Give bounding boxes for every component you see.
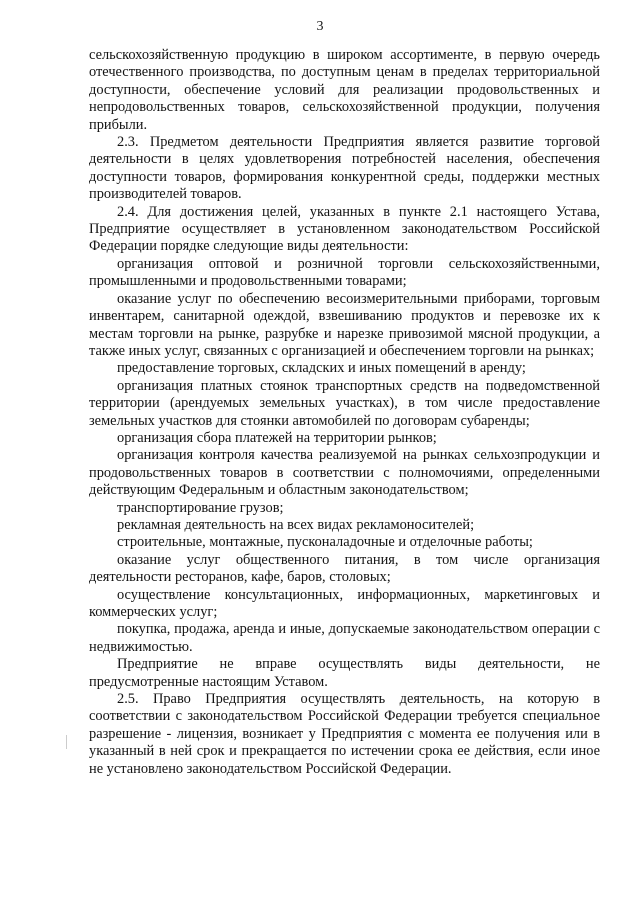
scan-artifact — [66, 735, 67, 749]
activity-item-transport: транспортирование грузов; — [117, 499, 284, 516]
activity-item-advertising: рекламная деятельность на всех видах рекламоносителей; — [117, 516, 475, 533]
activity-item-payments: организация сбора платежей на территории рынков; — [117, 429, 437, 446]
activity-item-wholesale-retail: организация оптовой и розничной торговли сельскохозяйственными, промышленными и продовольственными товарами; — [89, 255, 600, 290]
paragraph-2-5: 2.5. Право Предприятия осуществлять деятельность, на которую в соответствии с законодательством Российской Федерации требуется специальное разрешение - лицензия, возникает у Предприятия с момента ее получения или в указанный в ней срок и прекращается по истечении срока ее действия, если иное не установлено законодательством Российской Федерации. — [89, 691, 600, 777]
activity-item-construction: строительные, монтажные, пусконаладочные и отделочные работы; — [117, 534, 533, 551]
activity-item-parking: организация платных стоянок транспортных средств на подведомственной территории (арендуемых земельных участках), в том числе предоставление земельных участков для стоянки автомобилей по договорам субаренды; — [89, 377, 600, 429]
paragraph-continuation: сельскохозяйственную продукцию в широком ассортименте, в первую очередь отечественного производства, по доступным ценам в пределах территориальной доступности, обеспечение условий для реализации продовольственных и непродовольственных товаров, сельскохозяйственной продукции, получения прибыли. — [89, 47, 600, 133]
activity-item-consulting: осуществление консультационных, информационных, маркетинговых и коммерческих услуг; — [89, 586, 600, 620]
paragraph-2-4: 2.4. Для достижения целей, указанных в пункте 2.1 настоящего Устава, Предприятие осуществляет в установленном законодательством Российской Федерации порядке следующие виды деятельности: — [89, 203, 600, 255]
activity-item-quality-control: организация контроля качества реализуемой на рынках сельхозпродукции и продовольственных товаров в соответствии с полномочиями, определенными действующим Федеральным и областным законодательством; — [89, 447, 600, 499]
activity-item-rental: предоставление торговых, складских и иных помещений в аренду; — [117, 360, 526, 377]
activity-item-services: оказание услуг по обеспечению весоизмерительными приборами, торговым инвентарем, санитарной одеждой, взвешиванию продуктов и перевозке их к местам торговли на рынке, разрубке и нарезке привозимой мясной продукции, а также иных услуг, связанных с организацией и обеспечением торговли на рынках; — [89, 290, 600, 359]
paragraph-restriction: Предприятие не вправе осуществлять виды деятельности, не предусмотренные настоящим Уставом. — [89, 656, 600, 690]
paragraph-2-3: 2.3. Предметом деятельности Предприятия является развитие торговой деятельности в целях удовлетворения потребностей населения, обеспечения доступности товаров, формирования конкурентной среды, поддержки местных производителей товаров. — [89, 134, 600, 203]
document-body — [89, 47, 600, 778]
activity-item-catering: оказание услуг общественного питания, в том числе организация деятельности ресторанов, кафе, баров, столовых; — [89, 551, 600, 586]
activity-item-real-estate: покупка, продажа, аренда и иные, допускаемые законодательством операции с недвижимостью. — [89, 621, 600, 655]
page-number: 3 — [316, 19, 324, 34]
